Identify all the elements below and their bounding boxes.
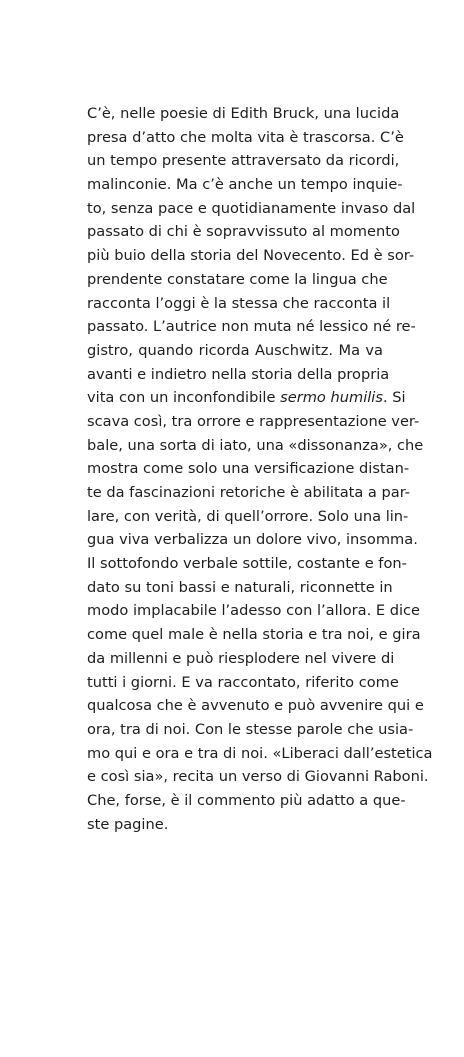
text-line: C’è, nelle poesie di Edith Bruck, una lucida [87, 105, 400, 122]
text-line: dato su toni bassi e naturali, riconnette in [87, 578, 393, 596]
text-line: prendente constatare come la lingua che [87, 270, 388, 288]
text-line: passato. L’autrice non muta né lessico né re- [87, 318, 416, 336]
text-line: più buio della storia del Novecento. Ed è sor- [87, 247, 415, 265]
text-line: Il sottofondo verbale sottile, costante e fon- [87, 555, 407, 573]
text-line: Che, forse, è il commento più adatto a que- [87, 791, 406, 809]
text-line: qualcosa che è avvenuto e può avvenire qui e [87, 697, 424, 715]
text-line: passato di chi è sopravvissuto al momento [87, 223, 400, 241]
text-line: ste pagine. [87, 815, 169, 833]
text-line: malinconie. Ma c’è anche un tempo inquie- [87, 176, 403, 194]
text-line-with-italic [87, 386, 406, 410]
text-line: da millenni e può riesplodere nel vivere di [87, 649, 395, 667]
text-line: gistro, quando ricorda Auschwitz. Ma va [87, 341, 383, 359]
text-line: un tempo presente attraversato da ricordi, [87, 152, 400, 170]
text-line: to, senza pace e quotidianamente invaso dal [87, 199, 416, 217]
text-segment: . Si [382, 389, 406, 407]
text-line: avanti e indietro nella storia della propria [87, 365, 390, 383]
text-line: mostra come solo una versificazione distan- [87, 460, 410, 478]
text-line: ora, tra di noi. Con le stesse parole che usia- [87, 720, 414, 738]
text-line: racconta l’oggi è la stessa che racconta il [87, 294, 391, 312]
text-line: come quel male è nella storia e tra noi, e gira [87, 626, 421, 644]
text-line: mo qui e ora e tra di noi. «Liberaci dall’estetica [87, 744, 433, 762]
text-line: gua viva verbalizza un dolore vivo, insomma. [87, 531, 418, 549]
text-line: bale, una sorta di iato, una «dissonanza», che [87, 436, 424, 454]
body-paragraph [87, 102, 433, 836]
text-line: lare, con verità, di quell’orrore. Solo una lin- [87, 507, 409, 525]
text-line: e così sia», recita un verso di Giovanni Raboni. [87, 768, 429, 786]
text-line: presa d’atto che molta vita è trascorsa. C’è [87, 128, 404, 146]
italic-phrase: sermo humilis [280, 389, 383, 407]
text-line: te da fascinazioni retoriche è abilitata a par- [87, 484, 411, 501]
text-line: modo implacabile l’adesso con l’allora. E dice [87, 602, 421, 620]
text-line: tutti i giorni. E va raccontato, riferito come [87, 673, 399, 691]
text-segment: vita con un inconfondibile [87, 389, 281, 407]
text-line: scava così, tra orrore e rappresentazione ver- [87, 412, 420, 430]
